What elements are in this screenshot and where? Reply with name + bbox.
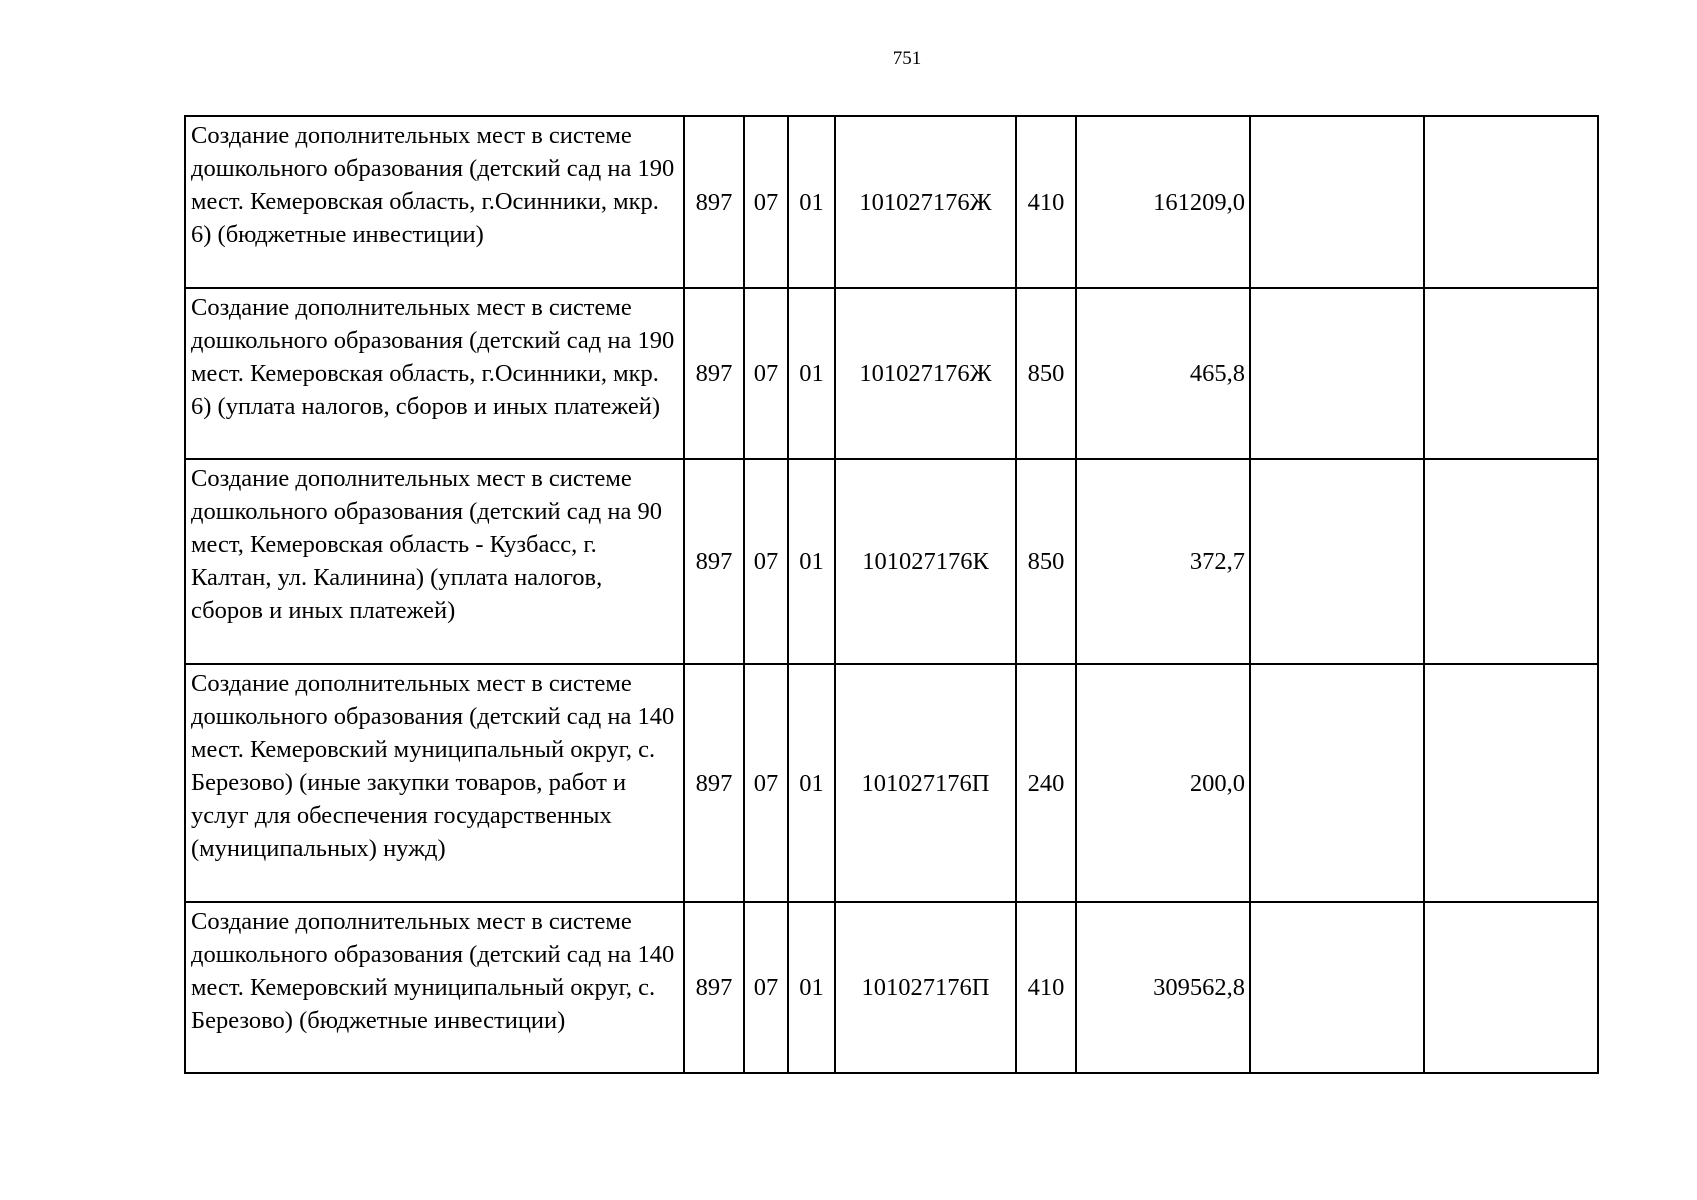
- budget-table: [184, 115, 1599, 1074]
- target-article-code: 101027176П: [835, 664, 1016, 902]
- section-code: 07: [744, 116, 788, 288]
- empty-cell: [1424, 288, 1598, 459]
- table-row: [185, 459, 1598, 664]
- amount-cell: 465,8: [1076, 288, 1250, 459]
- amount-cell: 161209,0: [1076, 116, 1250, 288]
- ministry-code: 897: [684, 459, 744, 664]
- subsection-code: 01: [788, 116, 835, 288]
- section-code: 07: [744, 288, 788, 459]
- target-article-code: 101027176К: [835, 459, 1016, 664]
- subsection-code: 01: [788, 288, 835, 459]
- section-code: 07: [744, 459, 788, 664]
- subsection-code: 01: [788, 459, 835, 664]
- subsection-code: 01: [788, 664, 835, 902]
- amount-cell: 200,0: [1076, 664, 1250, 902]
- target-article-code: 101027176Ж: [835, 288, 1016, 459]
- empty-cell: [1424, 902, 1598, 1073]
- row-description: Создание дополнительных мест в системе дошкольного образования (детский сад на 90 мест, Кемеровская область - Кузбасс, г. Калтан, ул. Калинина) (уплата налогов, сборов и иных платежей): [185, 459, 684, 664]
- empty-cell: [1424, 116, 1598, 288]
- empty-cell: [1250, 664, 1424, 902]
- expense-type-code: 850: [1016, 459, 1076, 664]
- table-row: [185, 116, 1598, 288]
- expense-type-code: 240: [1016, 664, 1076, 902]
- target-article-code: 101027176П: [835, 902, 1016, 1073]
- ministry-code: 897: [684, 288, 744, 459]
- row-description: Создание дополнительных мест в системе дошкольного образования (детский сад на 140 мест. Кемеровский муниципальный округ, с. Березово) (иные закупки товаров, работ и услуг для обеспечения государственных (муниципальных) нужд): [185, 664, 684, 902]
- target-article-code: 101027176Ж: [835, 116, 1016, 288]
- table-row: [185, 664, 1598, 902]
- row-description: Создание дополнительных мест в системе дошкольного образования (детский сад на 140 мест. Кемеровский муниципальный округ, с. Березово) (бюджетные инвестиции): [185, 902, 684, 1073]
- amount-cell: 309562,8: [1076, 902, 1250, 1073]
- empty-cell: [1250, 288, 1424, 459]
- table-row: [185, 902, 1598, 1073]
- ministry-code: 897: [684, 902, 744, 1073]
- page-number: 751: [892, 48, 922, 69]
- ministry-code: 897: [684, 664, 744, 902]
- empty-cell: [1250, 459, 1424, 664]
- empty-cell: [1250, 902, 1424, 1073]
- empty-cell: [1250, 116, 1424, 288]
- empty-cell: [1424, 459, 1598, 664]
- empty-cell: [1424, 664, 1598, 902]
- row-description: Создание дополнительных мест в системе дошкольного образования (детский сад на 190 мест. Кемеровская область, г.Осинники, мкр. 6) (уплата налогов, сборов и иных платежей): [185, 288, 684, 459]
- row-description: Создание дополнительных мест в системе дошкольного образования (детский сад на 190 мест. Кемеровская область, г.Осинники, мкр. 6) (бюджетные инвестиции): [185, 116, 684, 288]
- subsection-code: 01: [788, 902, 835, 1073]
- expense-type-code: 410: [1016, 116, 1076, 288]
- ministry-code: 897: [684, 116, 744, 288]
- expense-type-code: 850: [1016, 288, 1076, 459]
- expense-type-code: 410: [1016, 902, 1076, 1073]
- section-code: 07: [744, 902, 788, 1073]
- amount-cell: 372,7: [1076, 459, 1250, 664]
- table-row: [185, 288, 1598, 459]
- section-code: 07: [744, 664, 788, 902]
